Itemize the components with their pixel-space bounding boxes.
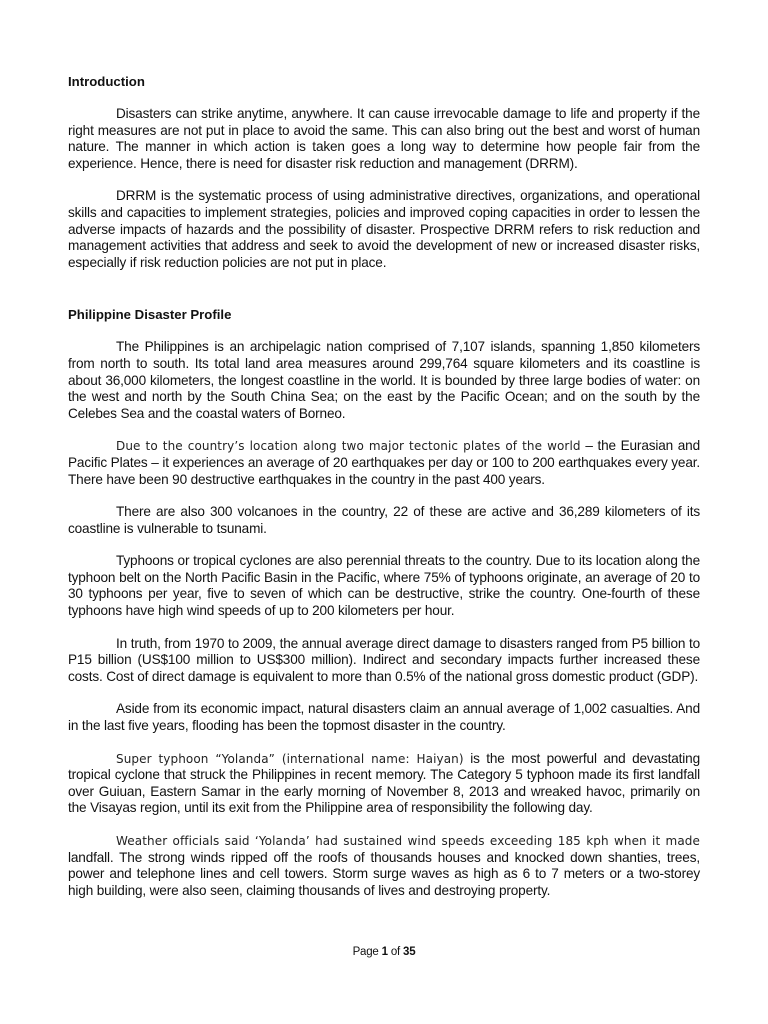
profile-paragraph-1: The Philippines is an archipelagic nation comprised of 7,107 islands, spanning 1,850 kilometers from north to south. Its total land area measures around 299,764 square kilometers and its coastline is about 36,000 kilometers, the longest coastline in the world. It is bounded by three large bodies of water: on the west and north by the South China Sea; on the east by the Pacific Ocean; and on the south by the Celebes Sea and the coastal waters of Borneo. — [68, 339, 700, 421]
current-page-number: 1 — [381, 946, 388, 958]
page-content — [68, 74, 700, 915]
profile-paragraph-5: In truth, from 1970 to 2009, the annual average direct damage to disasters ranged from P5 billion to P15 billion (US$100 million to US$300 million). Indirect and secondary impacts further increased these costs. Cost of direct damage is equivalent to more than 0.5% of the national gross domestic product (GDP). — [68, 635, 700, 684]
intro-paragraph-2: DRRM is the systematic process of using administrative directives, organizations, and operational skills and capacities to implement strategies, policies and improved coping capacities in order to lessen the adverse impacts of hazards and the possibility of disaster. Prospective DRRM refers to risk reduction and management activities that address and seek to avoid the development of new or increased disaster risks, especially if risk reduction policies are not put in place. — [68, 188, 700, 270]
yolanda-lead-text: Super typhoon “Yolanda” (international name: Haiyan) — [116, 751, 464, 766]
profile-paragraph-6: Aside from its economic impact, natural disasters claim an annual average of 1,002 casualties. And in the last five years, flooding has been the topmost disaster in the country. — [68, 701, 700, 734]
profile-paragraph-3: There are also 300 volcanoes in the country, 22 of these are active and 36,289 kilometers of its coastline is vulnerable to tsunami. — [68, 504, 700, 536]
yolanda-body-text: is the most powerful and devastating tropical cyclone that struck the Philippines in recent memory. The Category 5 typhoon made its first landfall over Guiuan, Eastern Samar in the early morning of November 8, 2013 and wreaked havoc, primarily on the Visayas region, until its exit from the Philippine area of responsibility the following day. — [68, 750, 700, 816]
page-label: Page — [352, 946, 379, 958]
heading-philippine-disaster-profile: Philippine Disaster Profile — [68, 307, 232, 323]
weather-lead-text: Weather officials said ‘Yolanda’ had sustained wind speeds exceeding 185 kph when it made — [116, 834, 700, 848]
total-page-count: 35 — [403, 946, 416, 958]
profile-paragraph-4: Typhoons or tropical cyclones are also perennial threats to the country. Due to its location along the typhoon belt on the North Pacific Basin in the Pacific, where 75% of typhoons originate, an average of 20 to 30 typhoons per year, five to seven of which can be destructive, strike the country. One-fourth of these typhoons have high wind speeds of up to 200 kilometers per hour. — [68, 553, 700, 619]
intro-paragraph-1: Disasters can strike anytime, anywhere. It can cause irrevocable damage to life and property if the right measures are not put in place to avoid the same. This can also bring out the best and worst of human nature. The manner in which action is taken goes a long way to determine how people fair from the experience. Hence, there is need for disaster risk reduction and management (DRRM). — [68, 106, 700, 171]
weather-body-text: landfall. The strong winds ripped off the roofs of thousands houses and knocked down shanties, trees, power and telephone lines and cell towers. Storm surge waves as high as 6 to 7 meters or a two-storey high building, were also seen, claiming thousands of lives and destroying property. — [68, 849, 700, 898]
profile-paragraph-7 — [68, 751, 700, 817]
profile-paragraph-8 — [68, 833, 700, 899]
tectonic-lead-text: Due to the country’s location along two major tectonic plates of the world — [116, 439, 581, 454]
profile-paragraph-2 — [68, 438, 700, 488]
page-footer — [0, 946, 768, 958]
heading-introduction: Introduction — [68, 74, 145, 89]
tectonic-body-text: – the Eurasian and Pacific Plates – it experiences an average of 20 earthquakes per day or 100 to 200 earthquakes every year. There have been 90 destructive earthquakes in the country in the past 400 years. — [68, 438, 700, 487]
page-separator: of — [390, 946, 401, 958]
